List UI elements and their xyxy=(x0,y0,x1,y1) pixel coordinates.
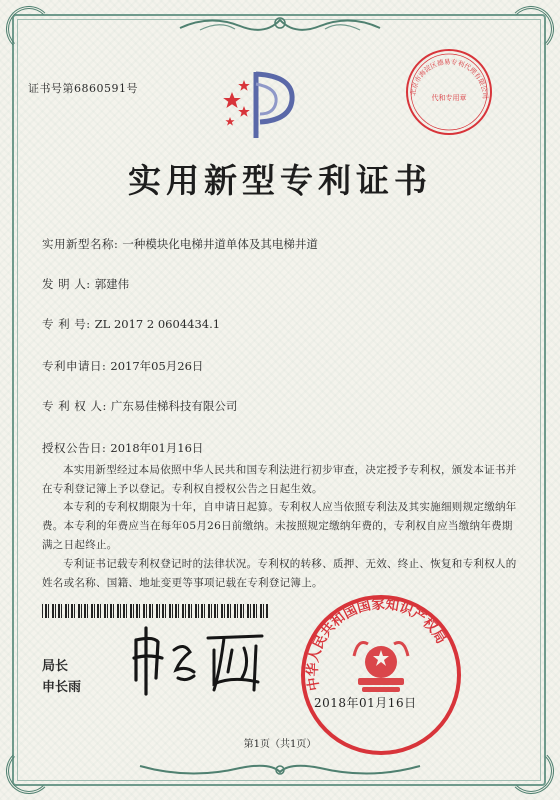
corner-ornament xyxy=(6,748,52,794)
field-patentee xyxy=(42,398,237,414)
corner-ornament xyxy=(6,6,52,52)
paragraph-legal-status: 专利证书记载专利权登记时的法律状况。专利权的转移、质押、无效、终止、恢复和专利权人的姓名或名称、国籍、地址变更等事项记载在专利登记簿上。 xyxy=(42,558,517,589)
patent-office-logo-icon xyxy=(212,62,308,142)
field-value: 2018年01月16日 xyxy=(110,441,204,455)
paragraph-term-statement: 本专利的专利权期限为十年，自申请日起算。专利权人应当依照专利法及其实施细则规定缴纳年费。本专利的年费应当在每年05月26日前缴纳。未按照规定缴纳年费的，专利权自应当缴纳年费期满之日起终止。 xyxy=(42,501,517,551)
official-seal-ring-text: 中华人民共和国国家知识产权局 xyxy=(304,596,450,692)
field-label: 专 利 权 人: xyxy=(42,399,107,413)
field-label: 发 明 人: xyxy=(42,277,91,291)
field-label: 授权公告日: xyxy=(42,441,107,455)
director-name: 申长雨 xyxy=(42,680,82,695)
field-value: 2017年05月26日 xyxy=(110,359,204,373)
field-label: 实用新型名称: xyxy=(42,237,119,251)
field-grant-date xyxy=(42,440,203,456)
field-utility-model-name xyxy=(42,236,318,252)
agency-seal-ring-text: 北京市海淀区德易专利代理有限公司 xyxy=(408,57,490,100)
seal-date: 2018年01月16日 xyxy=(314,696,417,710)
field-label: 专 利 号: xyxy=(42,317,91,331)
field-value: 郭建伟 xyxy=(94,277,130,291)
top-ornament-icon xyxy=(170,14,390,36)
certificate-number: 证书号第6860591号 xyxy=(28,82,138,95)
agency-seal-center-text: 代和专用章 xyxy=(431,94,467,102)
field-label: 专利申请日: xyxy=(42,359,107,373)
certificate-title: 实用新型专利证书 xyxy=(128,161,432,200)
paragraph-grant-statement: 本实用新型经过本局依照中华人民共和国专利法进行初步审查，决定授予专利权，颁发本证书并在专利登记簿上予以登记。专利权自授权公告之日起生效。 xyxy=(42,464,517,495)
field-value: 一种模块化电梯井道单体及其电梯井道 xyxy=(122,237,318,251)
barcode xyxy=(42,604,268,618)
page-footer: 第1页（共1页） xyxy=(243,739,317,750)
bottom-ornament-icon xyxy=(130,760,430,780)
field-inventor xyxy=(42,276,129,292)
corner-ornament xyxy=(508,748,554,794)
official-seal-icon xyxy=(298,592,464,758)
field-value: ZL 2017 2 0604434.1 xyxy=(94,317,221,331)
field-value: 广东易佳梯科技有限公司 xyxy=(110,399,238,413)
agency-seal-icon xyxy=(403,46,495,138)
field-filing-date xyxy=(42,358,203,374)
signature-icon xyxy=(128,620,268,700)
director-title: 局长 xyxy=(42,659,69,674)
field-patent-number xyxy=(42,316,220,332)
corner-ornament xyxy=(508,6,554,52)
